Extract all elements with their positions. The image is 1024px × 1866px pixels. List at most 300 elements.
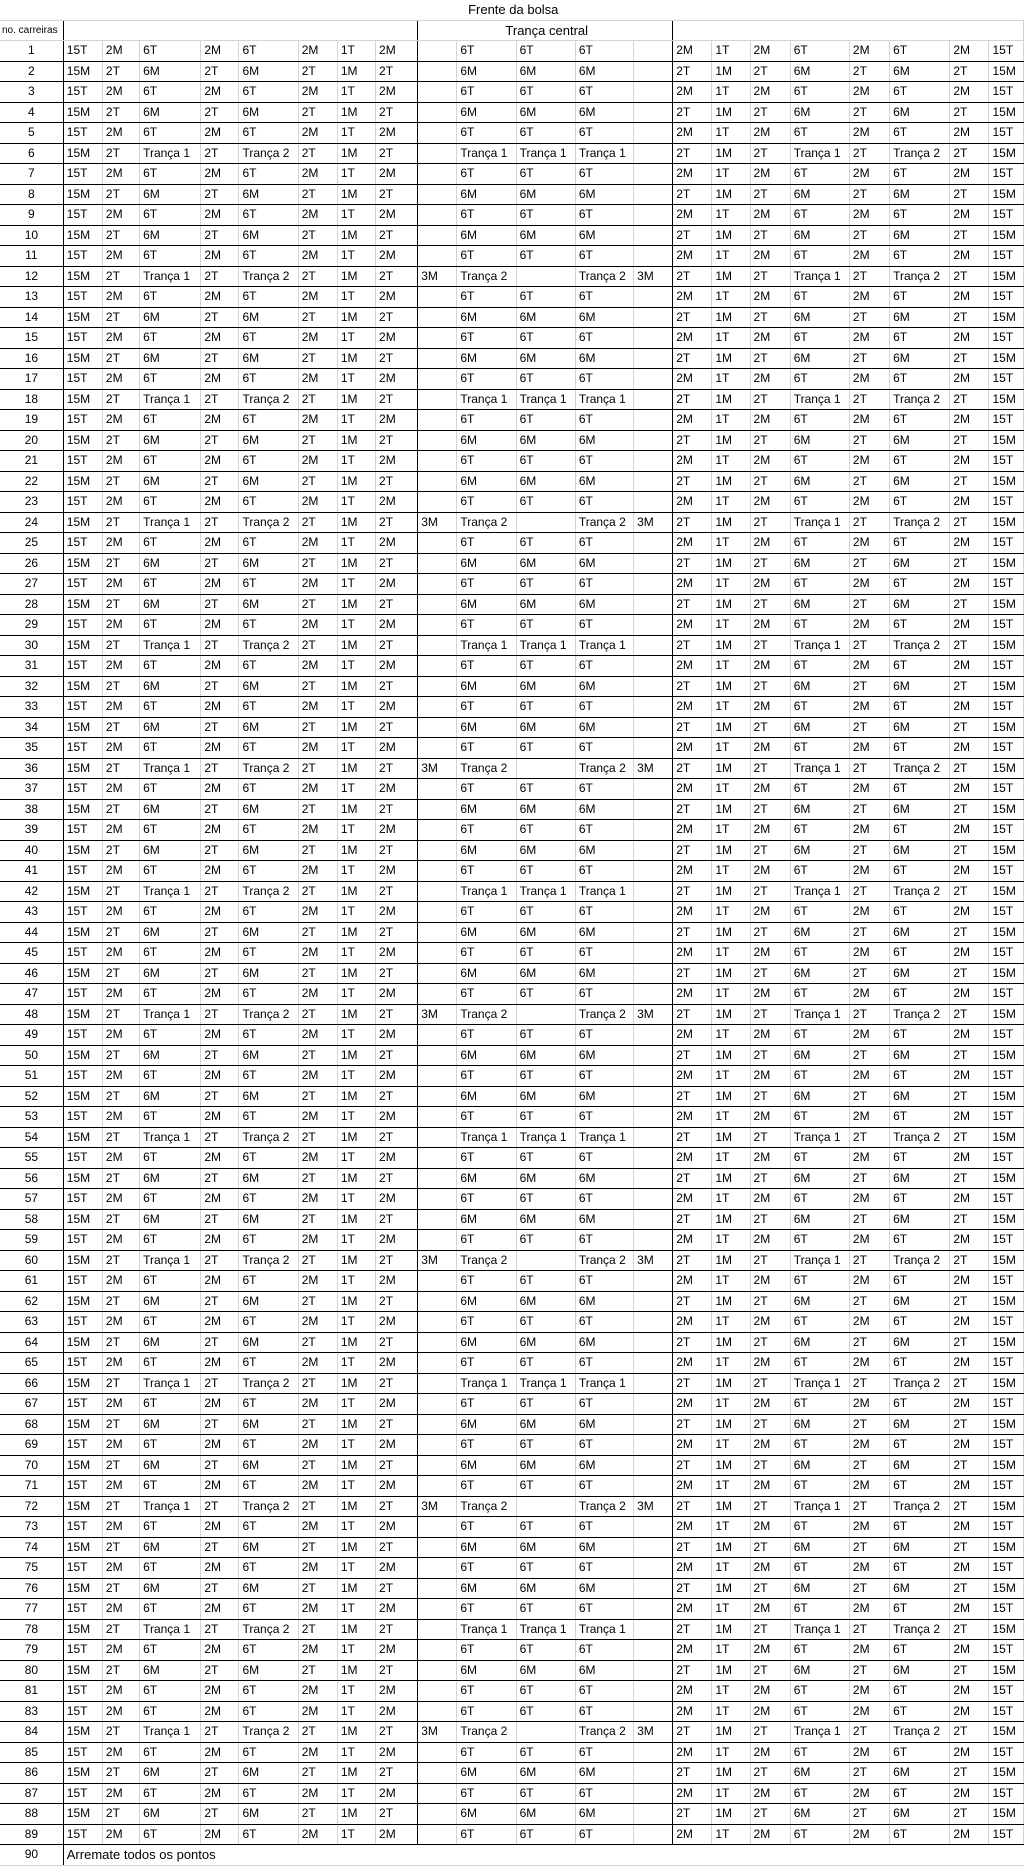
stitch-cell: 2T [102,1619,139,1640]
stitch-cell: 2T [376,799,418,820]
stitch-cell: Trança 1 [790,1250,849,1271]
stitch-cell: 2M [849,1189,889,1210]
chart-row [0,1722,1024,1743]
stitch-cell: 1T [337,902,375,923]
stitch-cell: 6T [890,1271,950,1292]
stitch-cell: 6T [575,492,633,513]
stitch-cell: 2T [376,1722,418,1743]
stitch-cell: Trança 1 [516,143,575,164]
stitch-cell: 6T [575,738,633,759]
stitch-cell: 2T [298,184,337,205]
chart-row [0,1619,1024,1640]
stitch-cell [634,1804,673,1825]
stitch-cell: 2T [102,1578,139,1599]
stitch-cell: 6T [516,574,575,595]
row-number: 83 [0,1701,63,1722]
row-number: 40 [0,840,63,861]
chart-row [0,430,1024,451]
stitch-cell: Trança 1 [790,1373,849,1394]
stitch-cell: 2M [298,738,337,759]
stitch-cell [634,635,673,656]
stitch-cell: 2T [102,471,139,492]
stitch-cell: Trança 1 [140,1619,201,1640]
chart-row [0,1127,1024,1148]
stitch-cell: 2T [298,1722,337,1743]
stitch-cell: 6M [457,471,516,492]
stitch-cell: 1M [337,635,375,656]
stitch-cell: 15M [63,1763,102,1784]
stitch-cell: 6M [140,307,201,328]
stitch-cell [418,307,457,328]
stitch-cell: 15T [989,1476,1024,1497]
stitch-cell: 15T [989,656,1024,677]
stitch-cell: 2M [750,1681,790,1702]
stitch-cell: 1M [337,143,375,164]
stitch-cell: 6T [790,1394,849,1415]
stitch-cell: 1M [712,1373,750,1394]
stitch-cell: 15M [989,758,1024,779]
stitch-cell: 2T [298,1619,337,1640]
stitch-cell: 2M [102,451,139,472]
stitch-cell: 15M [989,348,1024,369]
row-number: 27 [0,574,63,595]
stitch-cell: 2M [750,1107,790,1128]
stitch-cell: 6T [890,1148,950,1169]
stitch-cell: 1M [712,1291,750,1312]
stitch-cell: 2T [950,1455,989,1476]
row-number: 67 [0,1394,63,1415]
stitch-cell: 6T [457,615,516,636]
stitch-cell: 6T [457,1066,516,1087]
stitch-cell [634,61,673,82]
stitch-cell: 2M [750,697,790,718]
stitch-cell: 6M [457,1045,516,1066]
stitch-cell: 2M [201,1394,239,1415]
stitch-cell [418,635,457,656]
row-number: 15 [0,328,63,349]
stitch-cell: 6M [516,553,575,574]
stitch-cell: 2T [849,1578,889,1599]
stitch-cell: 6T [890,1681,950,1702]
stitch-cell: Trança 2 [457,1722,516,1743]
stitch-cell: 2M [102,820,139,841]
stitch-cell: 6T [890,451,950,472]
stitch-cell: 2T [298,881,337,902]
stitch-cell: 6T [516,1025,575,1046]
stitch-cell: 6M [239,1045,298,1066]
stitch-cell: 6T [575,820,633,841]
stitch-cell [634,1209,673,1230]
stitch-cell: 3M [634,266,673,287]
stitch-cell: 2T [376,512,418,533]
stitch-cell [418,1476,457,1497]
stitch-cell: 2T [673,61,712,82]
stitch-cell: 2T [102,102,139,123]
stitch-cell: 2M [750,1271,790,1292]
stitch-cell: 2T [950,225,989,246]
stitch-cell [634,1681,673,1702]
stitch-cell: 6T [239,328,298,349]
stitch-cell [418,164,457,185]
stitch-cell [634,1742,673,1763]
stitch-cell: 6M [140,1291,201,1312]
stitch-cell: 2M [102,779,139,800]
stitch-cell: 6M [790,799,849,820]
stitch-cell: 6M [516,1578,575,1599]
stitch-cell: 2T [201,1332,239,1353]
stitch-cell: Trança 2 [890,1373,950,1394]
stitch-cell: 1M [712,963,750,984]
row-number: 59 [0,1230,63,1251]
stitch-cell: 2M [298,82,337,103]
stitch-cell: 6T [890,1783,950,1804]
stitch-cell: 15T [63,205,102,226]
stitch-cell: 15M [989,512,1024,533]
stitch-cell: 2T [102,1373,139,1394]
stitch-cell: 6T [516,779,575,800]
stitch-cell: 1T [337,492,375,513]
stitch-cell: 2M [750,1394,790,1415]
row-number: 8 [0,184,63,205]
stitch-cell: 1M [712,348,750,369]
stitch-cell: 2T [950,594,989,615]
row-number: 37 [0,779,63,800]
stitch-cell: 1T [712,1558,750,1579]
chart-row [0,1824,1024,1845]
stitch-cell: 15T [63,1640,102,1661]
stitch-cell: 2T [102,676,139,697]
stitch-cell [634,471,673,492]
stitch-cell: 2M [673,1701,712,1722]
stitch-cell: 2T [673,102,712,123]
stitch-cell: 1M [712,1722,750,1743]
stitch-cell: 6T [516,615,575,636]
stitch-cell: 2T [950,1291,989,1312]
row-number: 1 [0,41,63,62]
stitch-cell: 2M [201,1681,239,1702]
stitch-cell: 6M [575,102,633,123]
row-number: 42 [0,881,63,902]
stitch-cell: 2M [849,164,889,185]
row-number: 3 [0,82,63,103]
stitch-cell: 6M [140,840,201,861]
stitch-cell [418,1148,457,1169]
stitch-cell [634,1394,673,1415]
stitch-cell: 6T [239,738,298,759]
stitch-cell: 6T [239,820,298,841]
stitch-cell: Trança 2 [575,758,633,779]
stitch-cell: 2M [298,41,337,62]
stitch-cell: 2M [673,246,712,267]
stitch-cell: 15T [63,123,102,144]
stitch-cell: 6M [457,1332,516,1353]
stitch-cell: 1T [337,533,375,554]
stitch-cell [418,738,457,759]
stitch-cell: 6M [516,1763,575,1784]
stitch-cell: 2M [673,984,712,1005]
stitch-cell: 15M [989,1496,1024,1517]
stitch-cell: 2T [201,1127,239,1148]
stitch-cell: 15T [989,615,1024,636]
stitch-cell: 1M [712,799,750,820]
stitch-cell: 6T [457,533,516,554]
stitch-cell: 15T [63,1107,102,1128]
row-number: 13 [0,287,63,308]
stitch-cell: 6T [790,1701,849,1722]
stitch-cell: 15T [989,164,1024,185]
stitch-cell: 2T [376,1168,418,1189]
stitch-cell: 6M [239,61,298,82]
chart-row [0,1291,1024,1312]
row-label-header: no. carreiras [0,20,63,41]
row-number: 55 [0,1148,63,1169]
stitch-cell: 2T [750,1004,790,1025]
stitch-cell: 6T [516,164,575,185]
chart-row [0,1496,1024,1517]
stitch-cell: 2M [376,369,418,390]
stitch-cell: 6T [516,656,575,677]
stitch-cell: 15T [989,1435,1024,1456]
stitch-cell: 15T [989,1066,1024,1087]
stitch-cell: 2T [376,471,418,492]
stitch-cell: 6M [890,61,950,82]
stitch-cell: 2M [298,1824,337,1845]
stitch-cell: 1T [337,1271,375,1292]
stitch-cell: 6M [575,1332,633,1353]
stitch-cell: Trança 1 [457,143,516,164]
stitch-cell: Trança 1 [140,1250,201,1271]
stitch-cell [634,1189,673,1210]
stitch-cell: 6T [575,246,633,267]
stitch-cell: 2M [376,164,418,185]
stitch-cell: 2M [750,1025,790,1046]
stitch-cell: 6M [140,1763,201,1784]
stitch-cell: 2M [673,123,712,144]
stitch-cell: 1T [337,615,375,636]
stitch-cell: 15T [63,984,102,1005]
stitch-cell [418,1312,457,1333]
stitch-cell: 2M [849,1640,889,1661]
stitch-cell [418,1537,457,1558]
stitch-cell: 6T [239,1271,298,1292]
stitch-cell: 2M [673,738,712,759]
chart-row [0,389,1024,410]
stitch-cell [634,697,673,718]
row-number: 32 [0,676,63,697]
stitch-cell: 2T [849,1291,889,1312]
stitch-cell: 6T [457,1701,516,1722]
stitch-cell: Trança 1 [790,1496,849,1517]
stitch-cell [634,799,673,820]
stitch-cell: 2M [102,1025,139,1046]
stitch-cell: 2M [201,779,239,800]
stitch-cell: 2T [376,1250,418,1271]
stitch-cell: 15M [989,840,1024,861]
stitch-cell: 2T [673,1722,712,1743]
stitch-cell: Trança 1 [790,1004,849,1025]
stitch-cell: 6T [790,287,849,308]
stitch-cell: 6M [890,676,950,697]
stitch-cell: 1M [337,1537,375,1558]
stitch-cell: 6M [790,676,849,697]
stitch-cell: 2M [849,287,889,308]
stitch-cell: 2M [376,861,418,882]
stitch-cell: 6M [140,1209,201,1230]
stitch-cell: 2M [376,1312,418,1333]
stitch-cell: 2T [750,963,790,984]
stitch-cell: 2M [201,1435,239,1456]
stitch-cell: 1T [712,1066,750,1087]
stitch-cell [418,246,457,267]
stitch-cell: 1T [712,287,750,308]
stitch-cell: 15M [989,430,1024,451]
stitch-cell: Trança 1 [140,1373,201,1394]
stitch-cell: 1T [712,369,750,390]
stitch-cell: 15M [63,512,102,533]
stitch-cell: Trança 2 [890,512,950,533]
stitch-cell: 6T [140,41,201,62]
stitch-cell: 2M [750,1353,790,1374]
stitch-cell: 2M [298,1025,337,1046]
stitch-cell: 1T [712,410,750,431]
stitch-cell: 2M [201,1783,239,1804]
stitch-cell: 1T [337,164,375,185]
stitch-cell: 6M [140,61,201,82]
chart-row [0,717,1024,738]
stitch-cell: 6T [140,1435,201,1456]
stitch-cell: 6T [890,492,950,513]
stitch-cell: 2M [750,615,790,636]
stitch-cell: 2T [849,1168,889,1189]
stitch-cell: Trança 2 [239,1722,298,1743]
stitch-cell [418,348,457,369]
stitch-cell: 2M [673,451,712,472]
stitch-cell: 2M [201,41,239,62]
stitch-cell: 2M [750,41,790,62]
stitch-cell: 6T [516,738,575,759]
stitch-cell: 2T [102,1804,139,1825]
stitch-cell: 2T [673,225,712,246]
stitch-cell: 6M [575,184,633,205]
stitch-cell: 2M [376,820,418,841]
stitch-cell: 6M [457,676,516,697]
stitch-cell: 6T [239,984,298,1005]
stitch-cell: 1M [712,553,750,574]
stitch-cell: 2T [673,1619,712,1640]
stitch-cell: 6M [790,1086,849,1107]
stitch-cell: 2M [201,492,239,513]
stitch-cell: 2T [376,594,418,615]
stitch-cell [418,1332,457,1353]
stitch-cell [634,1824,673,1845]
stitch-cell: 2M [298,1558,337,1579]
stitch-cell: 2T [673,1086,712,1107]
stitch-cell: 2M [376,697,418,718]
stitch-cell [418,1086,457,1107]
stitch-cell: 2M [950,984,989,1005]
stitch-cell: 6M [790,430,849,451]
stitch-cell: 15T [63,369,102,390]
stitch-cell: 2T [102,1332,139,1353]
row-number: 52 [0,1086,63,1107]
stitch-cell: 2T [102,1455,139,1476]
stitch-cell: 6M [516,1414,575,1435]
stitch-cell: 6T [457,656,516,677]
stitch-cell: 15T [63,1435,102,1456]
stitch-cell: 1M [337,1045,375,1066]
stitch-cell: 6T [575,615,633,636]
stitch-cell: 2M [950,615,989,636]
stitch-cell: 2T [950,1660,989,1681]
stitch-cell: 15M [989,1332,1024,1353]
stitch-cell: 6T [457,1107,516,1128]
stitch-cell: 2M [201,820,239,841]
stitch-cell: 15M [989,1209,1024,1230]
stitch-cell: 2M [376,1517,418,1538]
stitch-cell: 1T [337,451,375,472]
stitch-cell: 2M [298,984,337,1005]
stitch-cell [418,963,457,984]
stitch-cell [634,574,673,595]
stitch-cell: Trança 2 [239,1127,298,1148]
row-number: 20 [0,430,63,451]
stitch-cell: 15M [63,1660,102,1681]
stitch-cell: 2T [298,1455,337,1476]
stitch-cell: 6M [890,1455,950,1476]
stitch-cell: 2T [673,1004,712,1025]
stitch-cell: 6T [790,533,849,554]
stitch-cell: 2T [298,61,337,82]
stitch-cell: 6T [575,1558,633,1579]
stitch-cell: 6T [457,697,516,718]
stitch-cell: 2T [376,1619,418,1640]
stitch-cell: 2M [950,697,989,718]
stitch-cell [418,1045,457,1066]
row-number: 65 [0,1353,63,1374]
stitch-cell [634,246,673,267]
stitch-cell: 2M [673,1558,712,1579]
stitch-cell: 6M [890,430,950,451]
stitch-cell: Trança 1 [575,635,633,656]
stitch-cell: 2M [750,861,790,882]
stitch-cell: 6T [890,1394,950,1415]
stitch-cell: 15M [989,1086,1024,1107]
stitch-cell: 15M [989,1004,1024,1025]
chart-row [0,881,1024,902]
stitch-cell: 2M [950,1558,989,1579]
stitch-cell: 15M [63,840,102,861]
stitch-cell: 1T [712,1148,750,1169]
stitch-cell [418,1291,457,1312]
chart-row [0,861,1024,882]
stitch-cell: 15M [63,61,102,82]
stitch-cell: 2T [102,635,139,656]
stitch-cell: 2T [298,594,337,615]
stitch-cell: Trança 2 [239,758,298,779]
row-number: 9 [0,205,63,226]
stitch-cell: 2M [102,82,139,103]
stitch-cell: 2T [849,512,889,533]
stitch-cell: 2T [102,1250,139,1271]
stitch-cell [634,1435,673,1456]
stitch-cell: 6M [790,348,849,369]
stitch-cell: 6T [239,533,298,554]
stitch-cell: Trança 2 [890,881,950,902]
stitch-cell: 2M [849,779,889,800]
stitch-cell: 15T [989,41,1024,62]
stitch-cell: 2T [950,799,989,820]
stitch-cell: 6T [516,1353,575,1374]
